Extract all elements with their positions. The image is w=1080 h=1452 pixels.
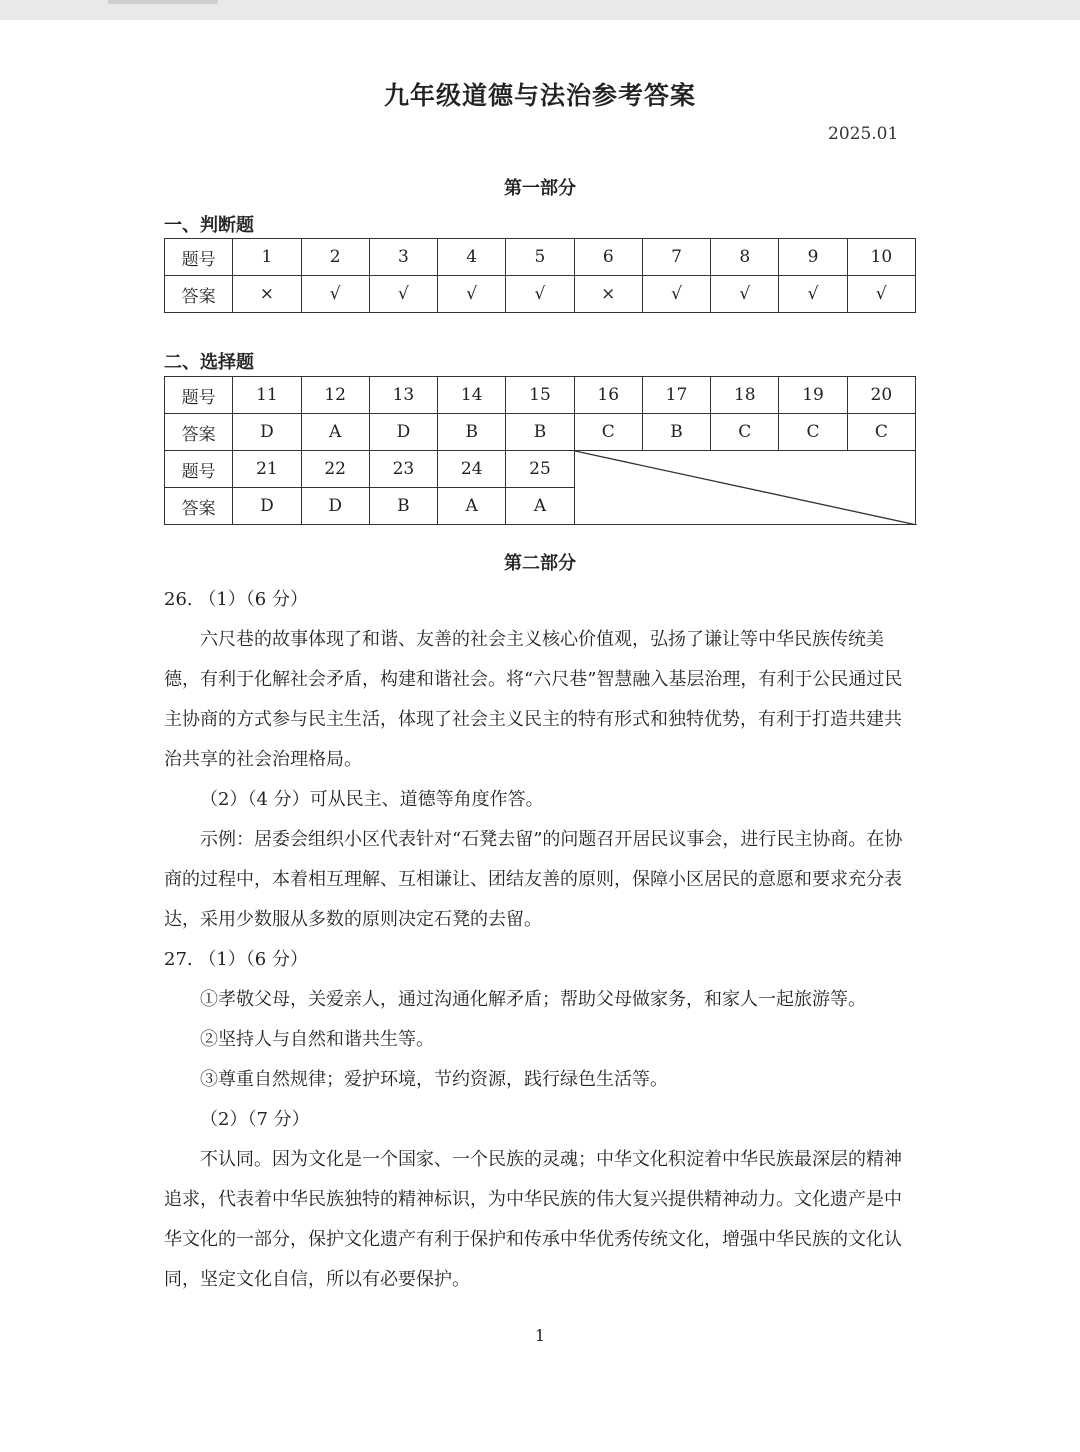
q26-answer-paragraph: 六尺巷的故事体现了和谐、友善的社会主义核心价值观，弘扬了谦让等中华民族传统美德，有利于化解社会矛盾，构建和谐社会。将“六尺巷”智慧融入基层治理，有利于公民通过民主协商的方式参与民主生活，体现了社会主义民主的特有形式和独特优势，有利于打造共建共治共享的社会治理格局。 — [164, 629, 903, 770]
q27-heading: 27. （1）（6 分） — [164, 949, 308, 970]
question-number: 12 — [301, 377, 369, 414]
answer-cell: √ — [642, 276, 710, 313]
answer-cell: × — [233, 276, 301, 313]
answer-cell: √ — [711, 276, 779, 313]
answer-cell: A — [438, 488, 506, 525]
row-label: 题号 — [165, 377, 233, 414]
answer-cell: √ — [438, 276, 506, 313]
document-date: 2025.01 — [828, 124, 899, 144]
q26-heading: 26. （1）（6 分） — [164, 589, 308, 610]
answer-cell: D — [233, 414, 301, 451]
q26-example: 示例：居委会组织小区代表针对“石凳去留”的问题召开居民议事会，进行民主协商。在协商的过程中，本着相互理解、互相谦让、团结友善的原则，保障小区居民的意愿和要求充分表达，采用少数服从多数的原则决定石凳的去留。 — [164, 829, 903, 930]
question-number: 8 — [711, 239, 779, 276]
answer-cell: B — [642, 414, 710, 451]
question-number: 4 — [438, 239, 506, 276]
part2-body — [164, 580, 916, 1300]
choice-number-row-2 — [165, 451, 916, 488]
answer-cell: √ — [506, 276, 574, 313]
answer-cell: D — [301, 488, 369, 525]
question-number: 11 — [233, 377, 301, 414]
answer-cell: D — [369, 414, 437, 451]
answer-cell: √ — [301, 276, 369, 313]
answer-cell: √ — [847, 276, 915, 313]
answer-cell: × — [574, 276, 642, 313]
question-number: 2 — [301, 239, 369, 276]
question-number: 25 — [506, 451, 574, 488]
row-label: 题号 — [165, 451, 233, 488]
row-label: 题号 — [165, 239, 233, 276]
question-number: 18 — [711, 377, 779, 414]
choice-answer-row — [165, 414, 916, 451]
q27-answer-paragraph: 不认同。因为文化是一个国家、一个民族的灵魂；中华文化积淀着中华民族最深层的精神追求，代表着中华民族独特的精神标识，为中华民族的伟大复兴提供精神动力。文化遗产是中华文化的一部分，保护文化遗产有利于保护和传承中华优秀传统文化，增强中华民族的文化认同，坚定文化自信，所以有必要保护。 — [164, 1149, 902, 1290]
question-number: 16 — [574, 377, 642, 414]
diagonal-slash-line — [575, 451, 917, 525]
judgment-number-row — [165, 239, 916, 276]
question-number: 17 — [642, 377, 710, 414]
question-number: 24 — [438, 451, 506, 488]
page-number: 1 — [534, 1326, 546, 1345]
header-mark — [108, 0, 218, 4]
question-number: 7 — [642, 239, 710, 276]
question-number: 10 — [847, 239, 915, 276]
q27-item-2: ②坚持人与自然和谐共生等。 — [200, 1029, 434, 1050]
answer-cell: D — [233, 488, 301, 525]
answer-cell: √ — [369, 276, 437, 313]
judgment-table — [164, 238, 916, 313]
part1-title: 第一部分 — [504, 178, 576, 199]
q27-sub2-heading: （2）（7 分） — [200, 1109, 310, 1130]
answer-cell: C — [779, 414, 847, 451]
question-number: 22 — [301, 451, 369, 488]
answer-cell: A — [506, 488, 574, 525]
choice-table — [164, 376, 916, 525]
judgment-answer-row — [165, 276, 916, 313]
question-number: 19 — [779, 377, 847, 414]
part2-title: 第二部分 — [504, 553, 576, 574]
top-bar — [0, 0, 1080, 20]
choice-number-row — [165, 377, 916, 414]
answer-cell: C — [711, 414, 779, 451]
question-number: 1 — [233, 239, 301, 276]
answer-cell: C — [574, 414, 642, 451]
choice-section-title: 二、选择题 — [164, 352, 254, 373]
question-number: 20 — [847, 377, 915, 414]
answer-cell: B — [506, 414, 574, 451]
question-number: 9 — [779, 239, 847, 276]
question-number: 3 — [369, 239, 437, 276]
row-label: 答案 — [165, 414, 233, 451]
page-title: 九年级道德与法治参考答案 — [383, 81, 696, 110]
row-label: 答案 — [165, 488, 233, 525]
question-number: 15 — [506, 377, 574, 414]
question-number: 5 — [506, 239, 574, 276]
answer-cell: A — [301, 414, 369, 451]
question-number: 21 — [233, 451, 301, 488]
empty-slashed-cell — [574, 451, 915, 525]
answer-cell: B — [369, 488, 437, 525]
q27-item-1: ①孝敬父母，关爱亲人，通过沟通化解矛盾；帮助父母做家务，和家人一起旅游等。 — [200, 989, 866, 1010]
q27-item-3: ③尊重自然规律；爱护环境，节约资源，践行绿色生活等。 — [200, 1069, 668, 1090]
answer-cell: √ — [779, 276, 847, 313]
question-number: 6 — [574, 239, 642, 276]
question-number: 14 — [438, 377, 506, 414]
answer-cell: C — [847, 414, 915, 451]
answer-cell: B — [438, 414, 506, 451]
q26-sub2-heading: （2）（4 分）可从民主、道德等角度作答。 — [200, 789, 544, 810]
question-number: 23 — [369, 451, 437, 488]
question-number: 13 — [369, 377, 437, 414]
row-label: 答案 — [165, 276, 233, 313]
judgment-section-title: 一、判断题 — [164, 215, 254, 236]
